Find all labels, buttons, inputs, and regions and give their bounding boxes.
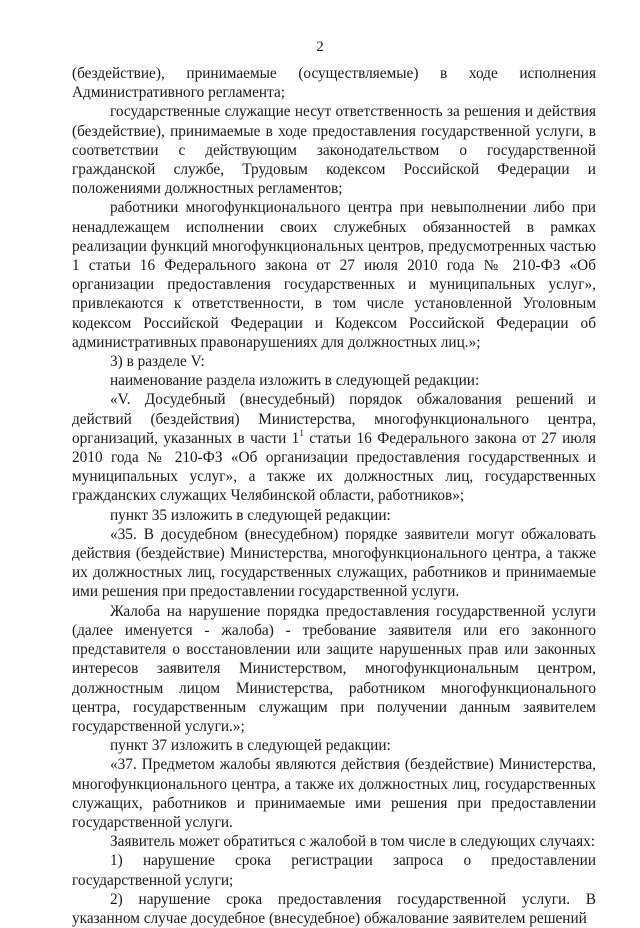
paragraph: «35. В досудебном (внесудебном) порядке заявители могут обжаловать действия (бездействие) Министерства, многофункционального центра, а также их должностных лиц, государственных служащих, работников и принимаемые ими решения при предоставлении государственной услуги. <box>72 525 596 601</box>
paragraph: «37. Предметом жалобы являются действия (бездействие) Министерства, многофункционального центра, а также их должностных лиц, государственных служащих, работников и принимаемые ими решения при предоставлении государственной услуги. <box>72 756 596 831</box>
paragraph: наименование раздела изложить в следующей редакции: <box>110 372 480 390</box>
paragraph: работники многофункционального центра при невыполнении либо при ненадлежащем исполнении своих служебных обязанностей в рамках реализации функций многофункциональных центров, предусмотренных частью 1 статьи 16 Федерального закона от 27 июля 2010 года № 210-ФЗ «Об организации предоставления государственных и муниципальных услуг», привлекаются к ответственности, в том числе установленной Уголовным кодексом Российской Федерации и Кодексом Российской Федерации об административных правонарушениях для должностных лиц.»; <box>72 199 596 351</box>
paragraph: Жалоба на нарушение порядка предоставления государственной услуги (далее именуется - жалоба) - требование заявителя или его законного представителя о восстановлении или защите нарушенных прав или законных интересов заявителя Министерством, многофункциональным центром, должностным лицом Министерства, работником многофункционального центра, государственным служащим при получении данным заявителем государственной услуги.»; <box>72 602 596 735</box>
paragraph: 1) нарушение срока регистрации запроса о предоставлении государственной услуги; <box>72 852 596 889</box>
paragraph: 3) в разделе V: <box>110 353 205 371</box>
paragraph: государственные служащие несут ответственность за решения и действия (бездействие), принимаемые в ходе предоставления государственной услуги, в соответствии с действующим законодательством о государственной гражданской службе, Трудовым кодексом Российской Федерации и положениями должностных регламентов; <box>72 103 596 198</box>
page-number: 2 <box>316 39 324 55</box>
paragraph: 2) нарушение срока предоставления государственной услуги. В указанном случае досудебное (внесудебное) обжалование заявителем решений <box>72 890 596 927</box>
superscript: 1 <box>299 427 304 438</box>
paragraph-text: «V. Досудебный (внесудебный) порядок обжалования решений и действий (бездействия) Министерства, многофункционального центра, организаций, указанных в части 1 <box>72 391 596 447</box>
document-body <box>72 64 596 928</box>
paragraph: пункт 37 изложить в следующей редакции: <box>110 737 391 755</box>
paragraph: Заявитель может обратиться с жалобой в том числе в следующих случаях: <box>110 833 596 851</box>
paragraph-text: статьи 16 Федерального закона от 27 июля 2010 года № 210-ФЗ «Об организации предоставления государственных и муниципальных услуг», а также их должностных лиц, государственных гражданских служащих Челябинской области, работников»; <box>72 429 597 505</box>
paragraph: пункт 35 изложить в следующей редакции: <box>110 506 391 524</box>
paragraph <box>72 390 596 505</box>
paragraph: (бездействие), принимаемые (осуществляемые) в ходе исполнения Административного регламента; <box>72 65 596 102</box>
